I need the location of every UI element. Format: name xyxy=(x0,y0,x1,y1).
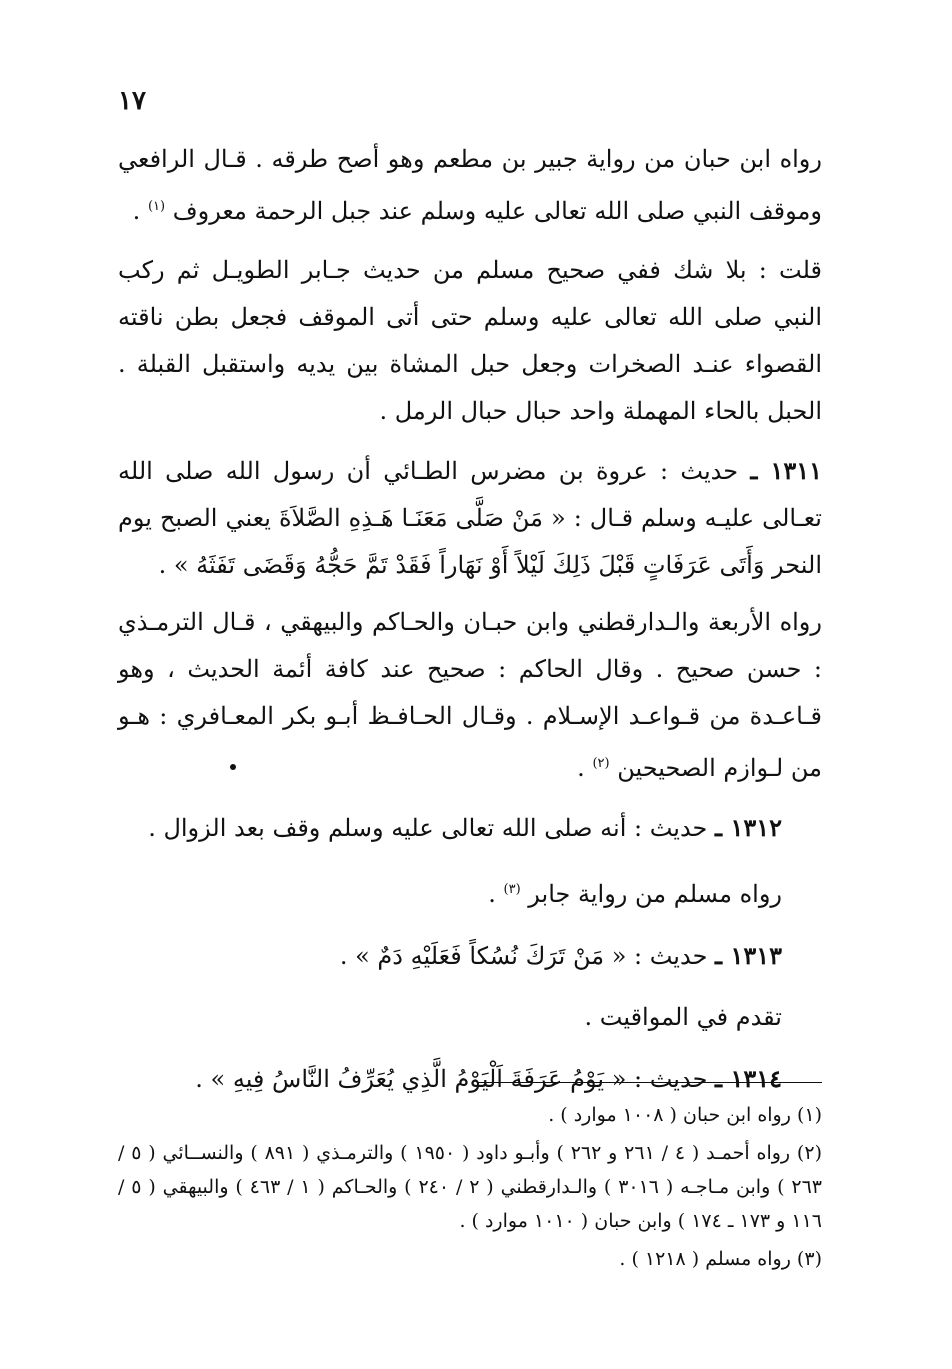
hadith-text: حديث : « مَنْ تَرَكَ نُسُكاً فَعَلَيْهِ دَمٌ » . xyxy=(339,942,708,970)
footnote-ref: (١) xyxy=(147,199,166,214)
footnotes xyxy=(118,1098,822,1280)
paragraph-text: رواه ابن حبان من رواية جبير بن مطعم وهو أصح طرقه . قـال الرافعي وموقف النبي صلى الله تعالى عليه وسلم عند جبل الرحمة معروف xyxy=(118,145,822,225)
hadith-1314 xyxy=(118,1055,822,1103)
hadith-1311 xyxy=(118,447,822,589)
ink-dot xyxy=(230,764,236,770)
paragraph-rafii xyxy=(118,136,822,235)
hadith-number: ١٣١٣ ـ xyxy=(715,941,782,970)
footnote-ref: (٣) xyxy=(503,882,521,897)
page-number: ١٧ xyxy=(118,86,146,116)
hadith-1313 xyxy=(118,932,822,980)
paragraph-text: رواه الأربعة والـدارقطني وابن حبـان والحـاكم والبيهقي ، قـال الترمـذي : حسن صحيح . وقال الحاكم : صحيح عند كافة أئمة الحديث ، وهو قـاعـدة من قـواعـد الإسـلام . وقـال الحـافـظ أبـو بكر المعـافري : هـو من لـوازم الصحيحين xyxy=(118,608,822,782)
hadith-1312 xyxy=(118,804,822,852)
footnote-3: (٣) رواه مسلم ( ١٢١٨ ) . xyxy=(619,1248,822,1270)
hadith-number: ١٣١٢ ـ xyxy=(715,813,782,842)
paragraph-text: قلت : بلا شك ففي صحيح مسلم من حديث جـابر الطويـل ثم ركب النبي صلى الله تعالى عليه وسلم حتى أتى الموقف فجعل بطن ناقته القصواء عنـد الصخرات وجعل حبل المشاة بين يديه واستقبل القبلة . الحبل بالحاء المهملة واحد حبال حبال الرمل . xyxy=(118,256,822,425)
paragraph-tail: . xyxy=(132,197,141,225)
paragraph-tail: . xyxy=(577,754,585,782)
hadith-text: حديث : عروة بن مضرس الطـائي أن رسول الله صلى الله تعـالى عليـه وسلم قـال : « مَنْ صَلَّى مَعَنَـا هَـذِهِ الصَّلاَةَ يعني الصبح يوم النحر وَأَتَى عَرَفَاتٍ قَبْلَ ذَلِكَ لَيْلاً أَوْ نَهَاراً فَقَدْ تَمَّ حَجُّهُ وَقَضَى تَفَثَهُ » . xyxy=(118,457,822,579)
paragraph-qultu xyxy=(118,247,822,435)
note-1313 xyxy=(118,994,822,1041)
hadith-number: ١٣١١ ـ xyxy=(750,456,823,485)
takhrij-1312 xyxy=(118,866,822,918)
line-text: رواه مسلم من رواية جابر xyxy=(528,880,782,908)
paragraph-takhrij-1311 xyxy=(118,599,822,792)
footnote-divider xyxy=(477,1082,822,1083)
hadith-text: حديث : « يَوْمُ عَرَفَةَ اَلْيَوْمُ الَّذِي يُعَرِّفُ النَّاسُ فِيهِ » . xyxy=(195,1065,708,1093)
hadith-number: ١٣١٤ ـ xyxy=(715,1064,782,1093)
main-text xyxy=(118,136,822,1117)
hadith-text: حديث : أنه صلى الله تعالى عليه وسلم وقف بعد الزوال . xyxy=(148,814,708,842)
footnote-ref: (٢) xyxy=(592,756,610,771)
line-text: تقدم في المواقيت . xyxy=(584,1003,782,1031)
footnote-2: (٢) رواه أحمـد ( ٤ / ٢٦١ و ٢٦٢ ) وأبـو داود ( ١٩٥٠ ) والترمـذي ( ٨٩١ ) والنســائي ( ٥ / ٢٦٣ ) وابن مـاجـه ( ٣٠١٦ ) والـدارقطني ( ٢ / ٢٤٠ ) والحـاكم ( ١ / ٤٦٣ ) والبيهقي ( ٥ / ١١٦ و ١٧٣ ـ ١٧٤ ) وابن حبان ( ١٠١٠ موارد ) . xyxy=(118,1142,822,1232)
line-tail: . xyxy=(488,880,496,908)
footnote-1: (١) رواه ابن حبان ( ١٠٠٨ موارد ) . xyxy=(548,1104,822,1126)
